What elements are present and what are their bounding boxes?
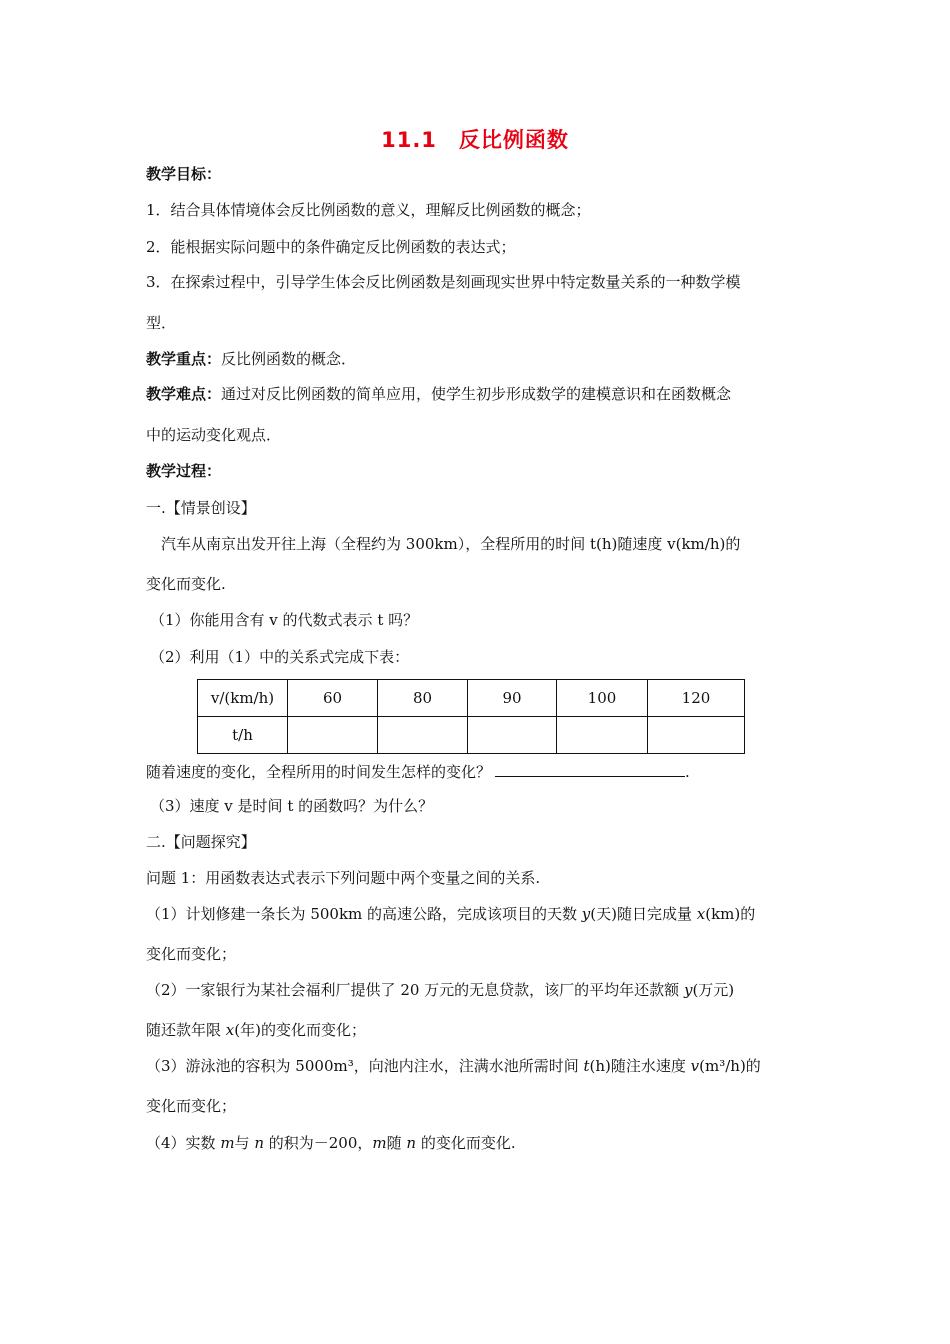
table-cell	[648, 717, 745, 754]
difficulty-label: 教学难点：	[146, 385, 222, 403]
section2-title: 【问题探究】	[165, 833, 256, 851]
question-3: （3）速度 v 是时间 t 的函数吗？为什么？	[150, 797, 434, 815]
objectives-heading: 教学目标：	[146, 165, 222, 183]
table-cell: 80	[378, 680, 468, 717]
variable: x	[696, 905, 706, 923]
problem-item-1	[146, 904, 811, 924]
variable: n	[254, 1134, 264, 1152]
variable: m	[372, 1134, 387, 1152]
section1-para2: 变化而变化.	[146, 575, 226, 593]
page-title: 11.1 反比例函数	[381, 128, 569, 152]
text-span: (m³/h)的	[699, 1057, 761, 1075]
key-point-label: 教学重点：	[146, 350, 222, 368]
table-row	[198, 680, 745, 717]
problem-item-3	[146, 1056, 811, 1076]
variable: t	[583, 1057, 590, 1075]
problem-1-intro: 问题 1：用函数表达式表示下列问题中两个变量之间的关系.	[146, 869, 541, 887]
table-cell	[288, 717, 378, 754]
table-cell: 120	[648, 680, 745, 717]
table-cell: v/(km/h)	[198, 680, 288, 717]
variable: m	[220, 1134, 235, 1152]
table-cell	[557, 717, 648, 754]
text-span: (km)的	[705, 905, 756, 923]
difficulty-text: 通过对反比例函数的简单应用，使学生初步形成数学的建模意识和在函数概念	[221, 385, 732, 403]
variable: y	[683, 981, 693, 999]
answer-blank	[495, 760, 685, 777]
text-span: （1）计划修建一条长为 500km 的高速公路，完成该项目的天数	[146, 905, 582, 923]
text-span: 与	[234, 1134, 255, 1152]
objective-item-3: 3．在探索过程中，引导学生体会反比例函数是刻画现实世界中特定数量关系的一种数学模	[146, 273, 741, 291]
section1-title: 【情景创设】	[165, 499, 256, 517]
table-cell	[468, 717, 557, 754]
objective-item-1: 1．结合具体情境体会反比例函数的意义，理解反比例函数的概念；	[146, 201, 591, 219]
text-span: 的积为－200，	[264, 1134, 373, 1152]
key-point	[146, 349, 811, 369]
section1-prefix: 一.	[146, 499, 166, 517]
table-row	[198, 717, 745, 754]
variable: y	[581, 905, 591, 923]
objective-item-3-cont: 型．	[146, 314, 177, 332]
table-cell: 90	[468, 680, 557, 717]
table-cell: 60	[288, 680, 378, 717]
section2-heading	[146, 832, 811, 852]
after-table-question	[146, 760, 811, 782]
problem-item-2-cont	[146, 1020, 811, 1040]
difficulty-text-cont: 中的运动变化观点．	[146, 426, 282, 444]
text-span: 的变化而变化.	[416, 1134, 516, 1152]
problem-item-1-cont: 变化而变化；	[146, 945, 237, 963]
text-span: (万元)	[692, 981, 735, 999]
after-table-end: .	[685, 763, 690, 781]
text-span: 随	[386, 1134, 407, 1152]
text-span: (年)的变化而变化；	[234, 1021, 366, 1039]
variable: n	[406, 1134, 417, 1152]
question-2: （2）利用（1）中的关系式完成下表：	[150, 648, 410, 666]
problem-item-3-cont: 变化而变化；	[146, 1097, 237, 1115]
variable: v	[690, 1057, 700, 1075]
question-1: （1）你能用含有 v 的代数式表示 t 吗？	[150, 611, 419, 629]
text-span: (h)随注水速度	[589, 1057, 691, 1075]
after-table-text: 随着速度的变化，全程所用的时间发生怎样的变化？	[146, 763, 492, 781]
section2-prefix: 二.	[146, 833, 166, 851]
key-point-text: 反比例函数的概念．	[221, 350, 357, 368]
objective-item-2: 2．能根据实际问题中的条件确定反比例函数的表达式；	[146, 238, 516, 256]
text-span: (天)随日完成量	[590, 905, 697, 923]
variable: x	[225, 1021, 235, 1039]
section1-heading	[146, 498, 811, 518]
section1-para1: 汽车从南京出发开往上海（全程约为 300km），全程所用的时间 t(h)随速度 v(km/h)的	[161, 535, 741, 553]
table-cell	[378, 717, 468, 754]
text-span: （2）一家银行为某社会福利厂提供了 20 万元的无息贷款，该厂的平均年还款额	[146, 981, 684, 999]
problem-item-2	[146, 980, 811, 1000]
problem-item-4	[146, 1133, 811, 1153]
table-cell: 100	[557, 680, 648, 717]
text-span: （3）游泳池的容积为 5000m³，向池内注水，注满水池所需时间	[146, 1057, 584, 1075]
difficulty	[146, 384, 811, 404]
speed-time-table	[197, 679, 745, 754]
text-span: （4）实数	[146, 1134, 221, 1152]
text-span: 随还款年限	[146, 1021, 226, 1039]
process-heading: 教学过程：	[146, 462, 222, 480]
table-cell: t/h	[198, 717, 288, 754]
